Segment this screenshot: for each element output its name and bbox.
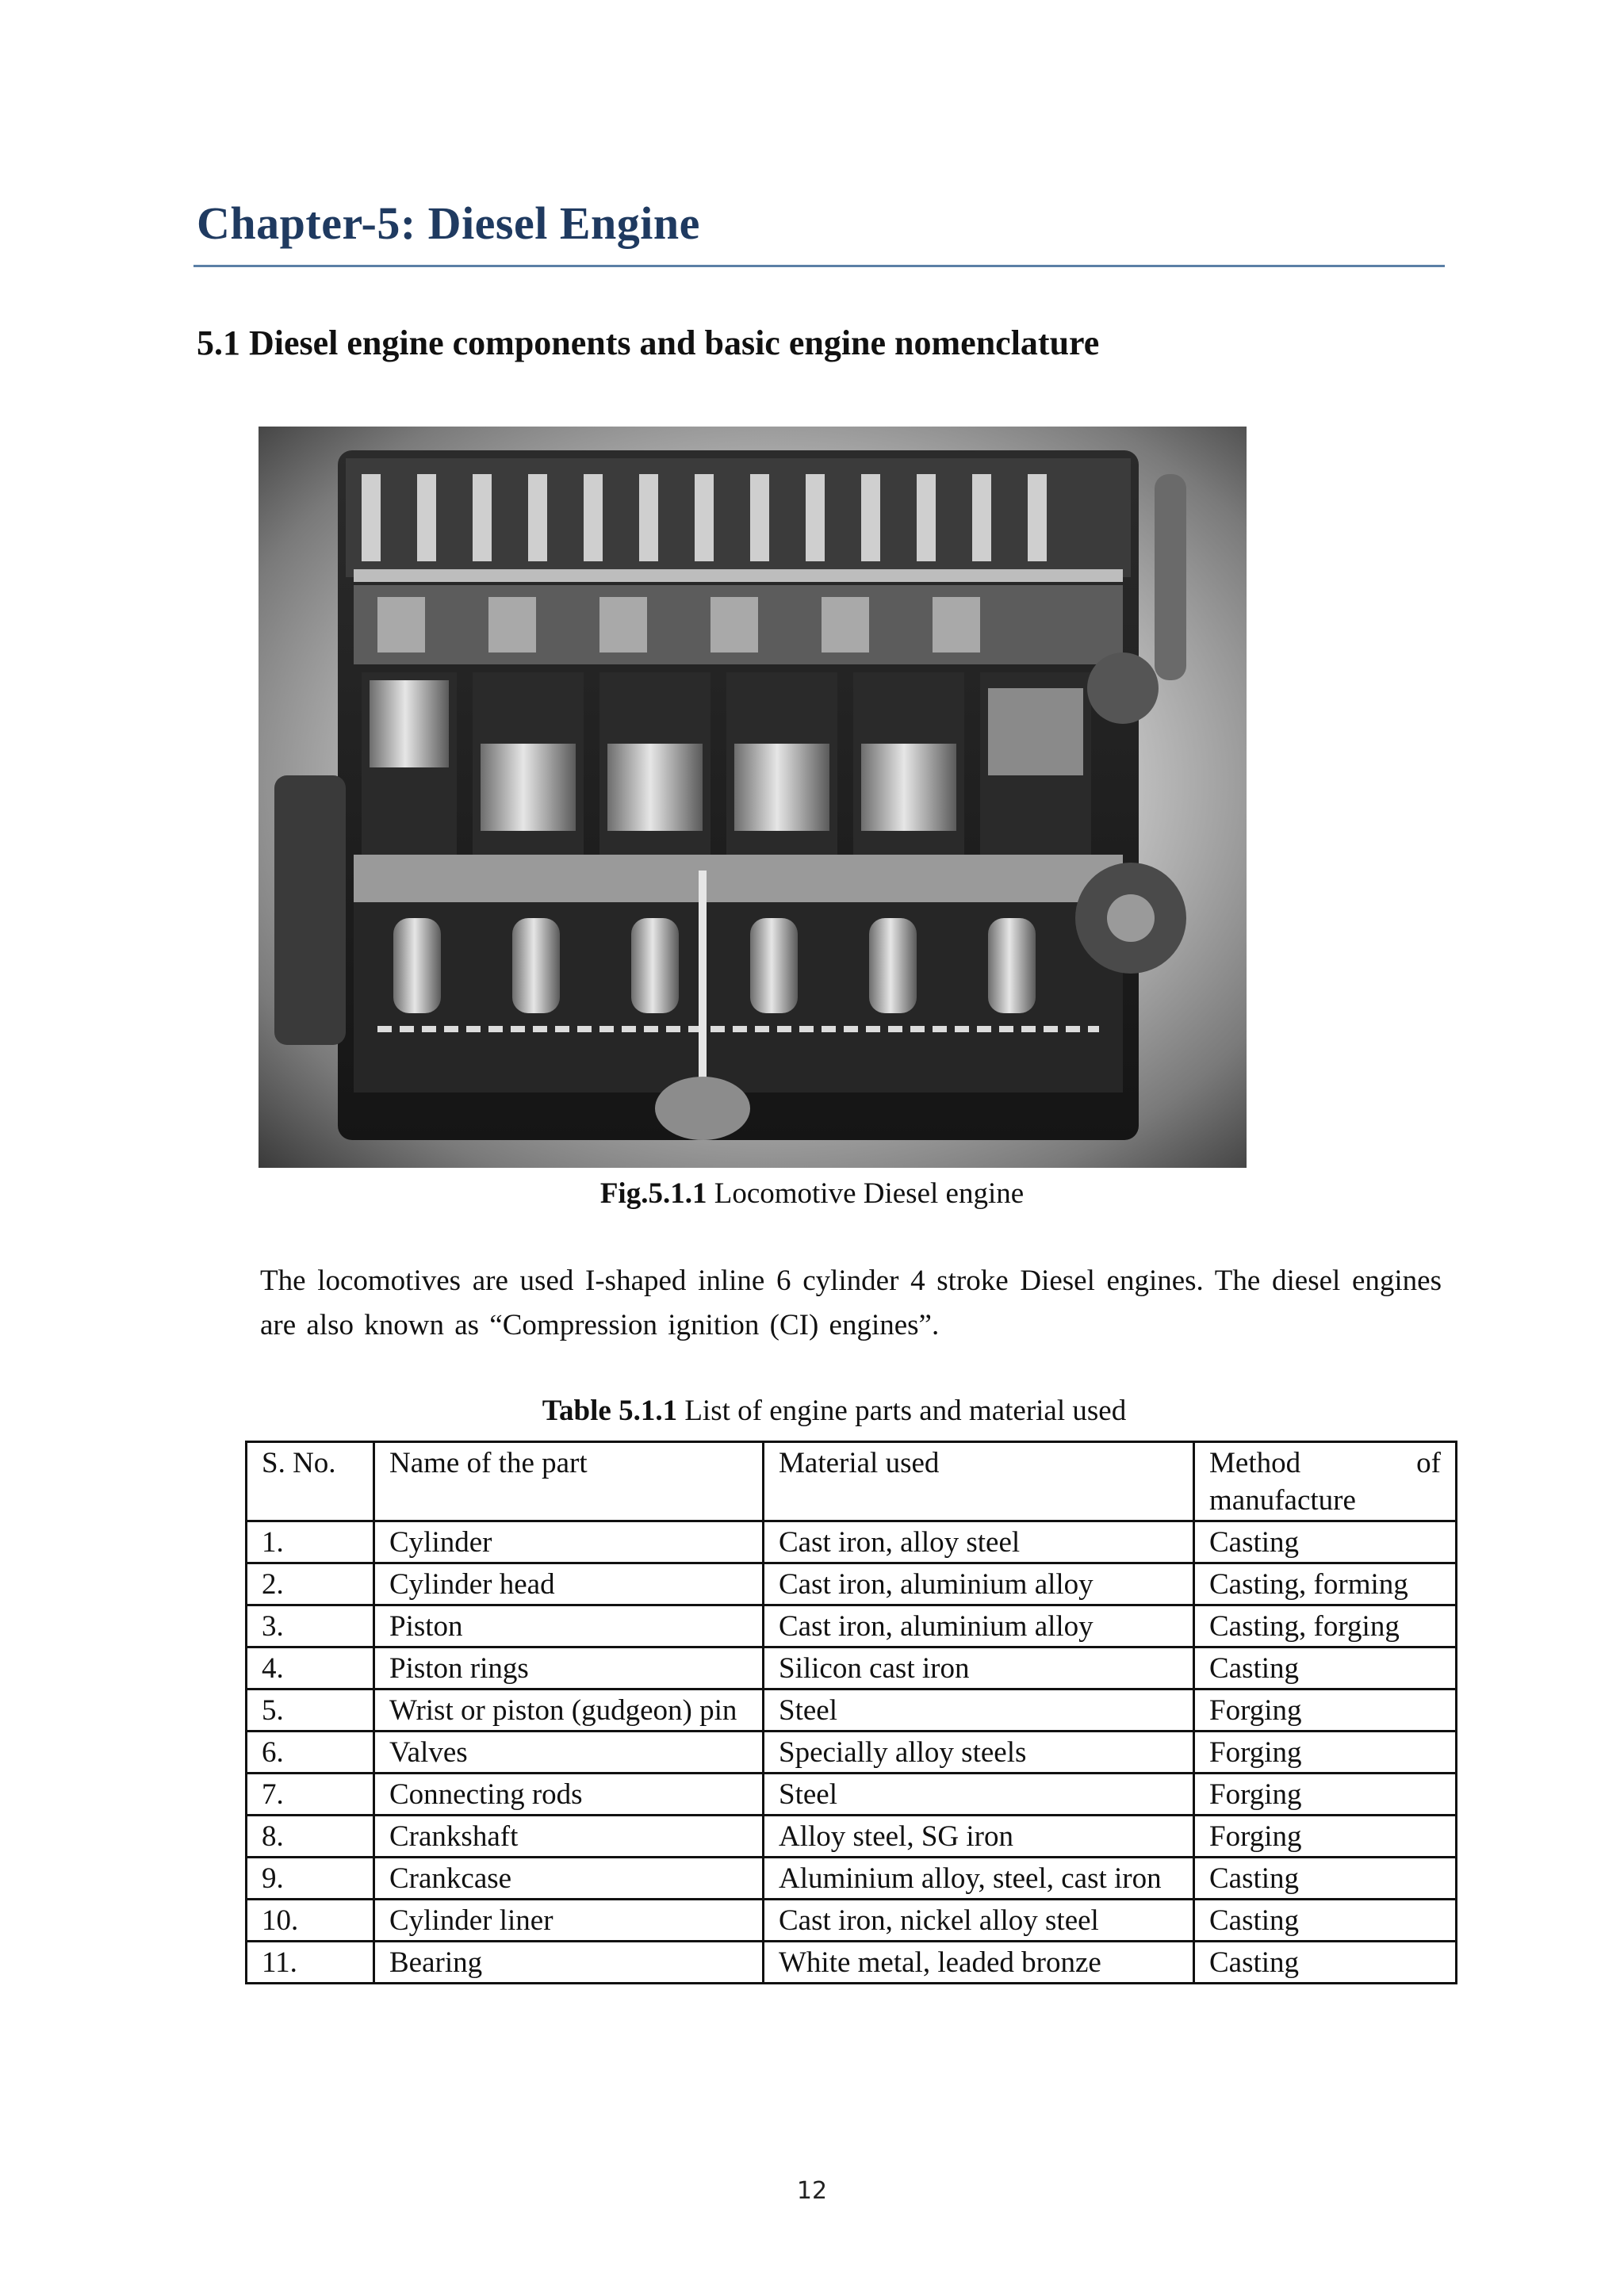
cell-sno: 9. [247, 1858, 374, 1900]
table-row [247, 1647, 1457, 1689]
cell-method: Casting [1194, 1858, 1457, 1900]
cell-material: Cast iron, alloy steel [764, 1521, 1194, 1563]
section-title: 5.1 Diesel engine components and basic engine nomenclature [197, 323, 1100, 362]
table-row [247, 1521, 1457, 1563]
table-caption [0, 1394, 1624, 1428]
cell-part-name: Crankshaft [374, 1816, 764, 1858]
cell-part-name: Cylinder liner [374, 1900, 764, 1942]
cell-method: Casting [1194, 1521, 1457, 1563]
cell-material: Specially alloy steels [764, 1732, 1194, 1774]
table-row [247, 1942, 1457, 1984]
cell-sno: 7. [247, 1774, 374, 1816]
header-method: Method of manufacture [1194, 1442, 1457, 1521]
cell-part-name: Cylinder [374, 1521, 764, 1563]
cell-material: Cast iron, aluminium alloy [764, 1605, 1194, 1647]
table-header-row [247, 1442, 1457, 1521]
table-row [247, 1858, 1457, 1900]
cell-material: Silicon cast iron [764, 1647, 1194, 1689]
figure-caption-text: Locomotive Diesel engine [714, 1177, 1025, 1210]
parts-table-body [247, 1521, 1457, 1984]
cell-sno: 5. [247, 1689, 374, 1732]
cell-part-name: Crankcase [374, 1858, 764, 1900]
cell-sno: 2. [247, 1563, 374, 1605]
table-caption-text: List of engine parts and material used [684, 1395, 1127, 1427]
engine-illustration [259, 427, 1247, 1168]
cell-part-name: Valves [374, 1732, 764, 1774]
cell-part-name: Wrist or piston (gudgeon) pin [374, 1689, 764, 1732]
cell-sno: 3. [247, 1605, 374, 1647]
chapter-title: Chapter-5: Diesel Engine [197, 197, 700, 249]
cell-sno: 6. [247, 1732, 374, 1774]
table-row [247, 1732, 1457, 1774]
body-paragraph: The locomotives are used I-shaped inline 6 cylinder 4 stroke Diesel engines. The diesel engines are also known as “Compression ignition (CI) engines”. [260, 1265, 1442, 1341]
cell-part-name: Connecting rods [374, 1774, 764, 1816]
cell-material: Steel [764, 1774, 1194, 1816]
cell-method: Forging [1194, 1689, 1457, 1732]
figure-caption [0, 1177, 1624, 1211]
cell-part-name: Piston rings [374, 1647, 764, 1689]
cell-method: Casting [1194, 1647, 1457, 1689]
cell-method: Casting [1194, 1900, 1457, 1942]
header-sno: S. No. [247, 1442, 374, 1521]
cell-part-name: Bearing [374, 1942, 764, 1984]
cell-sno: 11. [247, 1942, 374, 1984]
cell-sno: 1. [247, 1521, 374, 1563]
header-part-name: Name of the part [374, 1442, 764, 1521]
cell-method: Casting, forging [1194, 1605, 1457, 1647]
cell-method: Forging [1194, 1774, 1457, 1816]
cell-method: Forging [1194, 1732, 1457, 1774]
table-row [247, 1689, 1457, 1732]
cell-method: Casting [1194, 1942, 1457, 1984]
table-row [247, 1563, 1457, 1605]
table-row [247, 1774, 1457, 1816]
cell-material: White metal, leaded bronze [764, 1942, 1194, 1984]
cell-part-name: Piston [374, 1605, 764, 1647]
cell-sno: 4. [247, 1647, 374, 1689]
cell-sno: 10. [247, 1900, 374, 1942]
cell-method: Forging [1194, 1816, 1457, 1858]
figure-label: Fig.5.1.1 [599, 1177, 707, 1210]
table-row [247, 1605, 1457, 1647]
cell-material: Aluminium alloy, steel, cast iron [764, 1858, 1194, 1900]
cell-part-name: Cylinder head [374, 1563, 764, 1605]
cell-material: Cast iron, nickel alloy steel [764, 1900, 1194, 1942]
cell-material: Steel [764, 1689, 1194, 1732]
page-number: 12 [796, 2177, 828, 2205]
table-row [247, 1816, 1457, 1858]
cell-method: Casting, forming [1194, 1563, 1457, 1605]
parts-table [245, 1441, 1457, 1984]
engine-cutaway-image [259, 427, 1247, 1168]
header-material: Material used [764, 1442, 1194, 1521]
table-row [247, 1900, 1457, 1942]
chapter-divider [193, 265, 1445, 267]
cell-sno: 8. [247, 1816, 374, 1858]
table-label: Table 5.1.1 [542, 1395, 678, 1427]
cell-material: Cast iron, aluminium alloy [764, 1563, 1194, 1605]
cell-material: Alloy steel, SG iron [764, 1816, 1194, 1858]
